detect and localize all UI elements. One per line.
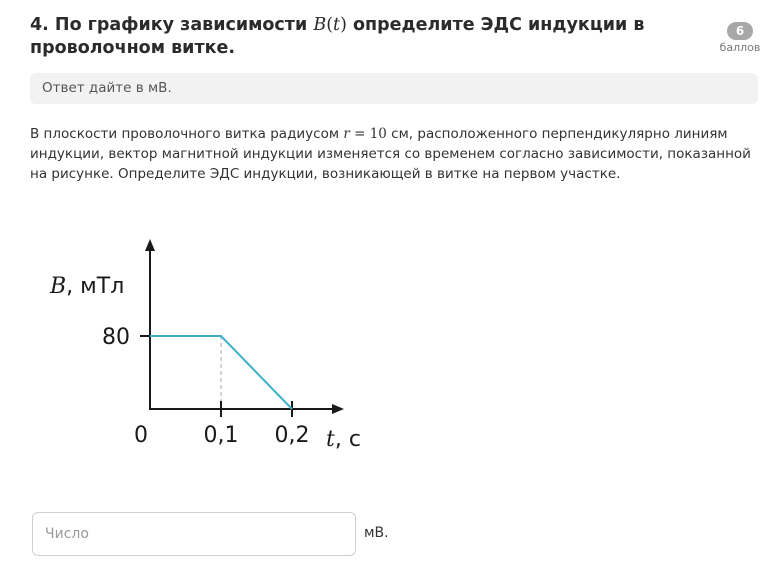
- question-title-rest: определите ЭДС индукции в проволочном витке.: [30, 15, 645, 58]
- y-axis-label: [49, 274, 124, 299]
- math-value-10: 10: [369, 126, 387, 142]
- answer-input[interactable]: [32, 512, 356, 556]
- x-axis-label-var: t: [326, 427, 335, 452]
- b-t-graph: [40, 232, 370, 462]
- y-axis-arrow: [145, 239, 155, 251]
- question-title: [30, 14, 690, 60]
- y-tick-label: 80: [102, 325, 130, 350]
- x-axis-label-unit: , с: [334, 427, 361, 452]
- answer-unit: мВ.: [364, 525, 389, 541]
- math-var-b: B: [313, 15, 327, 35]
- math-open-paren: (: [326, 15, 334, 35]
- question-title-math: [313, 15, 347, 35]
- x-tick-label: 0,2: [274, 423, 310, 448]
- math-var-t: t: [333, 15, 341, 35]
- x-tick-label: 0,1: [203, 423, 239, 448]
- statement-part-2: см, расположенного перпендикулярно линиям индукции, вектор магнитной индукции изменяется со временем согласно зависимости, показанной на рисунке. Определите ЭДС индукции, возникающей в витке на первом участке.: [30, 126, 751, 182]
- points-label: баллов: [719, 41, 761, 54]
- math-equals: =: [349, 126, 370, 142]
- x-axis-arrow: [332, 404, 344, 414]
- y-axis-label-unit: , мТл: [66, 274, 125, 299]
- origin-label: 0: [134, 423, 148, 448]
- points-badge: 6: [727, 22, 753, 40]
- x-axis-label: [326, 427, 361, 452]
- statement-part-1: В плоскости проволочного витка радиусом: [30, 126, 344, 142]
- problem-statement: [30, 124, 760, 184]
- math-var-r: r: [343, 126, 350, 142]
- math-close-paren: ): [340, 15, 347, 35]
- points-indicator: [715, 20, 765, 54]
- y-axis-label-var: B: [50, 274, 67, 299]
- question-title-prefix: 4. По графику зависимости: [30, 15, 314, 35]
- answer-hint: Ответ дайте в мВ.: [30, 73, 758, 104]
